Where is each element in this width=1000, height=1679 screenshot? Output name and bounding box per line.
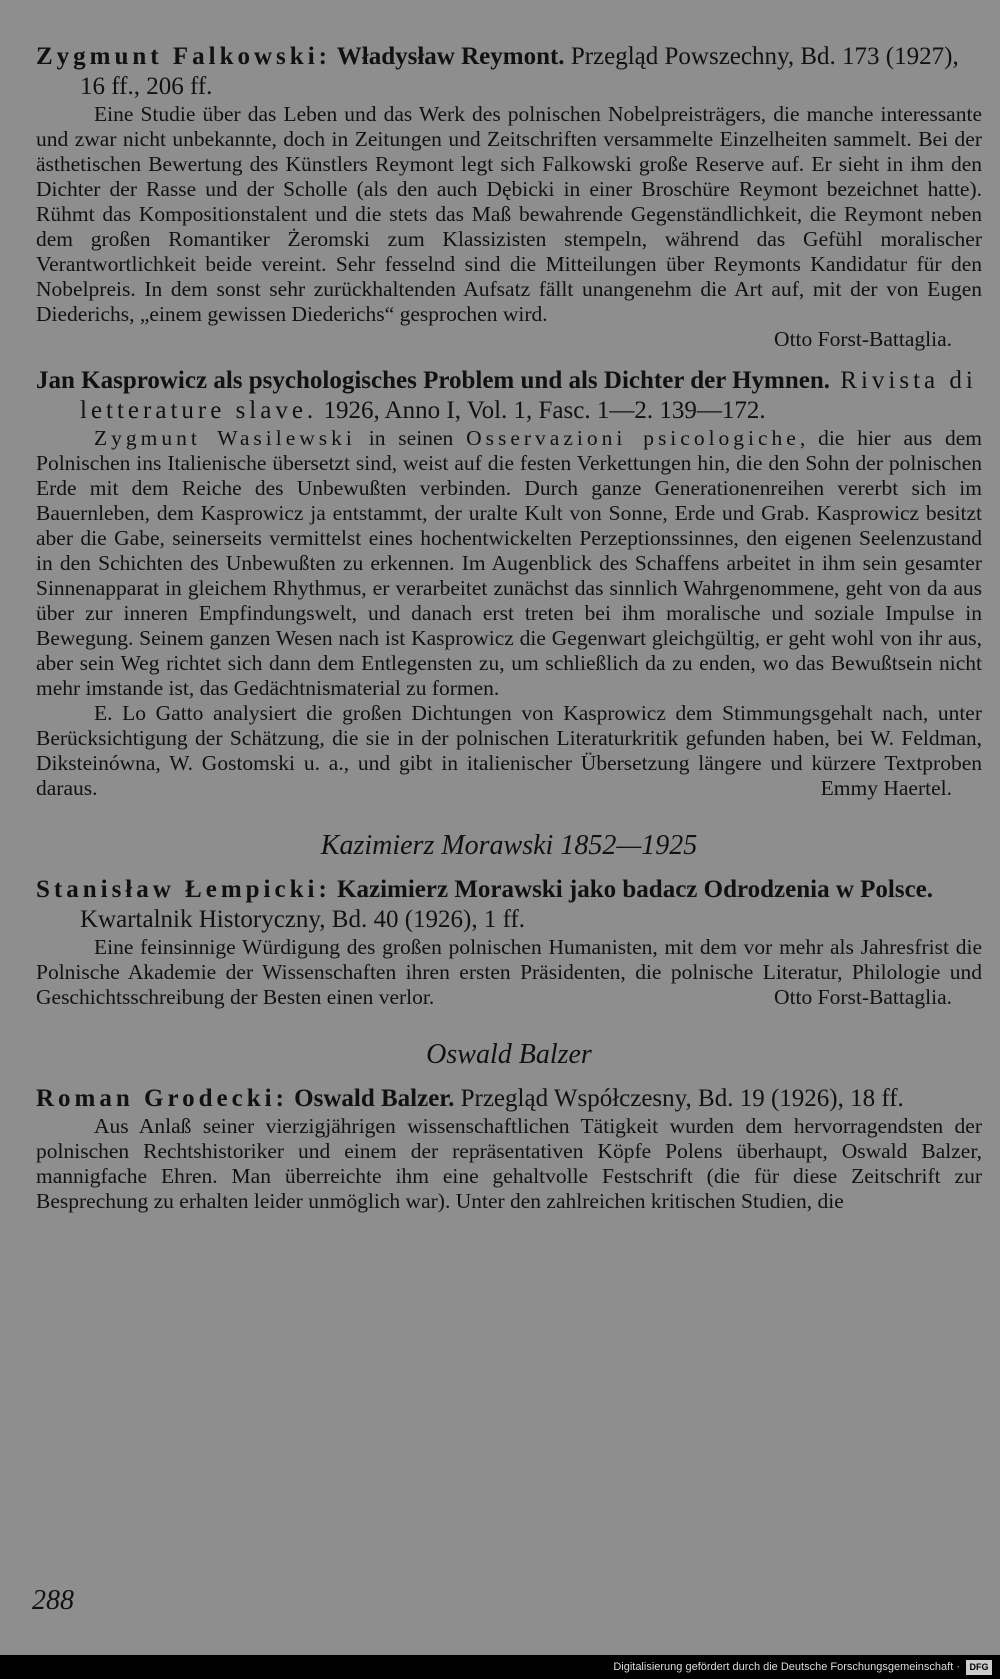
entry-journal: Rivista di letterature slave. — [80, 367, 977, 424]
entry-title: Kazimierz Morawski jako badacz Odrodzenia w Polsce. — [330, 876, 934, 903]
entry-author: Zygmunt Falkowski: — [36, 43, 331, 70]
entry-lempicki — [36, 875, 982, 1010]
dfg-logo-icon: DFG — [966, 1660, 992, 1675]
entry-heading — [36, 366, 982, 426]
review-paragraph — [36, 935, 982, 1010]
entry-citation: 1926, Anno I, Vol. 1, Fasc. 1—2. 139—172. — [317, 397, 766, 424]
paragraph-text: in seinen — [355, 426, 467, 450]
footer-credit: Digitalisierung gefördert durch die Deutsche Forschungsgemeinschaft · — [613, 1661, 960, 1673]
entry-heading — [36, 42, 982, 102]
page-text — [36, 42, 982, 1228]
digitization-footer — [0, 1658, 1000, 1679]
paragraph-work-title: Osservazioni psicologiche — [466, 426, 800, 450]
reviewer-signature: Otto Forst-Battaglia. — [774, 327, 952, 351]
entry-citation: Przegląd Współczesny, Bd. 19 (1926), 18 ff. — [454, 1085, 904, 1112]
reviewer-signature: Emmy Haertel. — [820, 776, 952, 800]
paragraph-text: Eine feinsinnige Würdigung des großen polnischen Humanisten, mit dem vor mehr als Jahresfrist die Polnische Akademie der Wissenschaften ihren ersten Präsidenten, die polnische Literatur, Philologie und Geschichtsschreibung der Besten einen verlor. — [36, 935, 982, 1009]
entry-heading — [36, 1084, 982, 1114]
review-paragraph — [36, 426, 982, 701]
entry-heading — [36, 875, 982, 935]
section-heading: Kazimierz Morawski 1852—1925 — [320, 830, 698, 861]
entry-author: Stanisław Łempicki: — [36, 876, 331, 903]
review-paragraph: Eine Studie über das Leben und das Werk des polnischen Nobelpreisträgers, die manche interessante und zwar nicht unbekannte, doch in Zeitungen und Zeitschriften versammelte Einzelheiten sammelt. Bei der ästhetischen Bewertung des Künstlers Reymont legt sich Falkowski große Reserve auf. Er sieht in ihm den Dichter der Rasse und der Scholle (als den auch Dębicki in einer Broschüre Reymont bezeichnet hatte). Rühmt das Kompositionstalent und die stets das Maß bewahrende Gegenständlichkeit, die Reymont neben dem großen Romantiker Żeromski zum Klassizisten stempeln, während das Gefühl moralischer Verantwortlichkeit beide vereint. Sehr fesselnd sind die Mitteilungen über Reymonts Kandidatur für den Nobelpreis. In dem sonst sehr zurückhaltenden Aufsatz fällt unangenehm die Art auf, mit der von Eugen Diederichs, „einem gewissen Diederichs“ gesprochen wird. — [36, 102, 982, 326]
section-heading: Oswald Balzer — [426, 1039, 592, 1070]
paragraph-text: , die hier aus dem Polnischen ins Italienische übersetzt sind, weist auf die festen Verkettungen hin, die den Sohn der polnischen Erde mit dem Reiche des Unbewußten verbinden. Durch ganze Generationenreihen vererbt sich im Bauernleben, dem Kasprowicz ja entstammt, der uralte Kult von Sonne, Erde und Grab. Kasprowicz besitzt aber die Gabe, seinerseits vermittelst eines hochentwickelten Perzeptionssinnes, den eigenen Seelenzustand in den Schichten des Unbewußten zu erkennen. Im Augenblick des Schaffens arbeitet in ihm sein gesamter Sinnenapparat in gleichem Rhythmus, er verarbeitet zunächst das sinnlich Wahrgenommene, geht von da aus über zur inneren Empfindungswelt, und danach erst treten bei ihm moralische und soziale Impulse in Bewegung. Seinem ganzen Wesen nach ist Kasprowicz die Gegenwart gleichgültig, er geht wohl von ihr aus, aber sein Weg richtet sich dann dem Entlegensten zu, um schließlich da zu enden, wo das Bewußtsein nicht mehr imstande ist, das Gedächtnismaterial zu formen. — [36, 426, 982, 700]
paragraph-text: E. Lo Gatto analysiert die großen Dichtungen von Kasprowicz dem Stimmungsgehalt nach, unter Berücksichtigung der Schätzung, die sie in der polnischen Literaturkritik gefunden haben, bei W. Feldman, Diksteinówna, W. Gostomski u. a., und gibt in italienischer Übersetzung längere und kürzere Textproben daraus. — [36, 701, 982, 800]
entry-citation: Przegląd Powszechny, Bd. 173 (1927), 16 ff., 206 ff. — [80, 43, 959, 100]
entry-title: Oswald Balzer. — [287, 1085, 455, 1112]
entry-citation: Kwartalnik Historyczny, Bd. 40 (1926), 1 ff. — [80, 906, 526, 933]
entry-falkowski — [36, 42, 982, 352]
review-paragraph: Aus Anlaß seiner vierzigjährigen wissenschaftlichen Tätigkeit wurden dem hervorragendsten der polnischen Rechtshistoriker und einem der repräsentativen Köpfe Polens überhaupt, Oswald Balzer, mannigfache Ehren. Man überreichte ihm eine gehaltvolle Festschrift (die für diese Zeitschrift zur Besprechung zu erhalten leider unmöglich war). Unter den zahlreichen kritischen Studien, die — [36, 1114, 982, 1213]
review-paragraph — [36, 701, 982, 801]
entry-title: Jan Kasprowicz als psychologisches Problem und als Dichter der Hymnen. — [36, 367, 831, 394]
page-number: 288 — [32, 1585, 74, 1616]
entry-author: Roman Grodecki: — [36, 1085, 288, 1112]
reviewer-signature: Otto Forst-Battaglia. — [774, 985, 952, 1009]
paragraph-lead-name: Zygmunt Wasilewski — [94, 426, 356, 450]
entry-kasprowicz — [36, 366, 982, 801]
entry-title: Władysław Reymont. — [330, 43, 565, 70]
entry-grodecki — [36, 1084, 982, 1214]
